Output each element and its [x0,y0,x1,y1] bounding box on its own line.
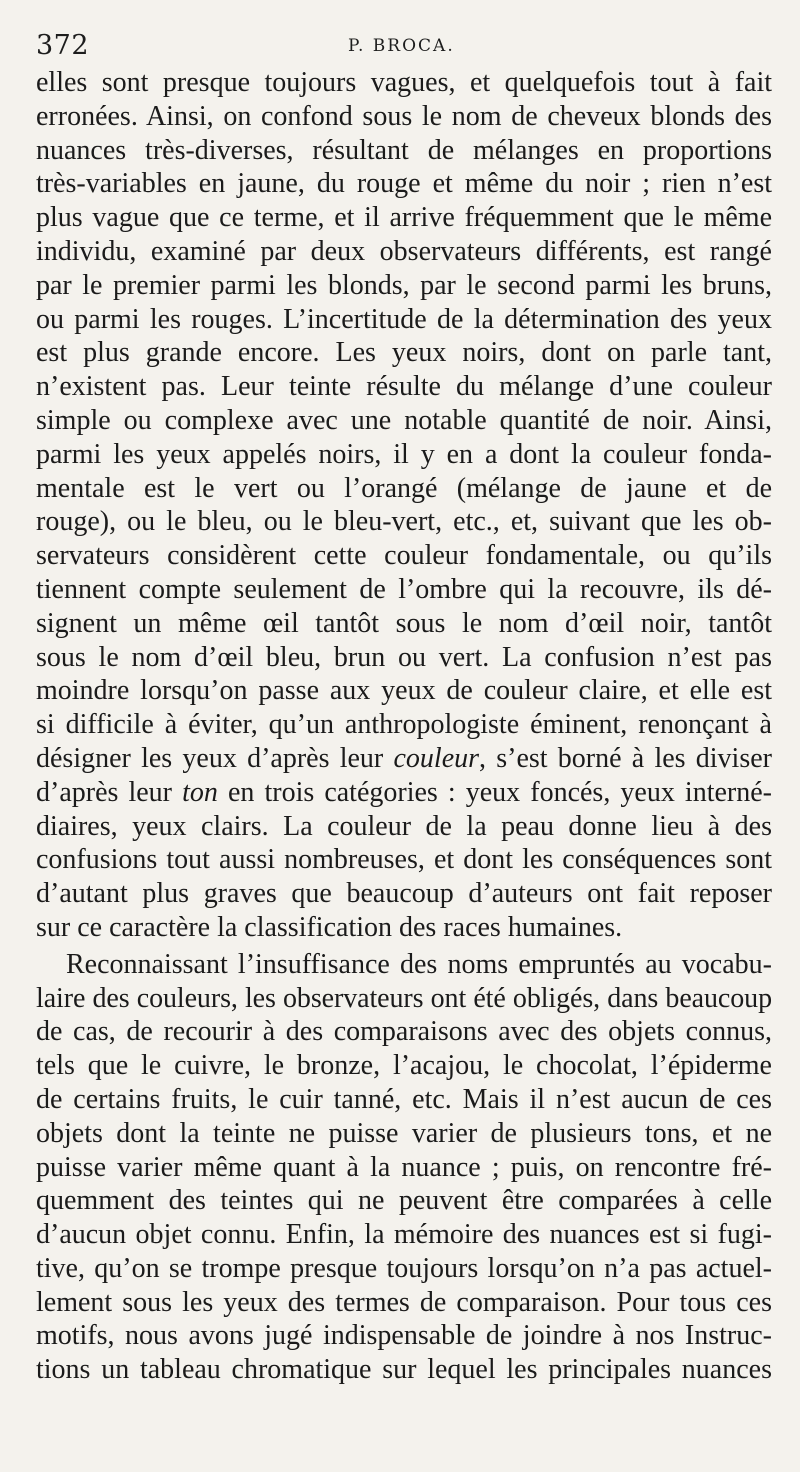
running-head: P. BROCA. [348,36,455,56]
text-line: motifs, nous avons jugé indispensable de joindre à nos Instruc- [36,1320,772,1352]
text-line: par le premier parmi les blonds, par le second parmi les bruns, [36,269,772,301]
text-line: sur ce caractère la classification des races humaines. [36,911,623,943]
text-line: diaires, yeux clairs. La couleur de la peau donne lieu à des [36,810,772,842]
text-line: signent un même œil tantôt sous le nom d’œil noir, tantôt [36,607,772,639]
text-line: elles sont presque toujours vagues, et quelquefois tout à fait [36,67,772,98]
body-text [36,66,772,1387]
text-line: tels que le cuivre, le bronze, l’acajou, le chocolat, l’épiderme [36,1050,772,1082]
text-fragment: désigner les yeux d’après leur [36,742,394,774]
italic-word: couleur [393,742,480,774]
text-line: quemment des teintes qui ne peuvent être comparées à celle [36,1185,772,1217]
text-line: d’aucun objet connu. Enfin, la mémoire des nuances est si fugi- [36,1219,772,1251]
text-line: parmi les yeux appelés noirs, il y en a dont la couleur fonda- [36,438,772,470]
text-line: objets dont la teinte ne puisse varier de plusieurs tons, et ne [36,1117,772,1149]
text-line: est plus grande encore. Les yeux noirs, dont on parle tant, [36,337,772,369]
text-line: puisse varier même quant à la nuance ; puis, on rencontre fré- [36,1151,772,1183]
paragraph-1 [36,66,772,945]
text-line: n’existent pas. Leur teinte résulte du mélange d’une couleur [36,371,772,403]
text-line: très-variables en jaune, du rouge et même du noir ; rien n’est [36,168,772,200]
text-line: plus vague que ce terme, et il arrive fréquemment que le même [36,202,772,234]
text-line: erronées. Ainsi, on confond sous le nom de cheveux blonds des [36,100,772,132]
text-line: si difficile à éviter, qu’un anthropologiste éminent, renonçant à [36,709,772,741]
text-fragment: , s’est borné à les diviser [479,742,772,774]
italic-word: ton [182,776,218,808]
text-line: simple ou complexe avec une notable quantité de noir. Ainsi, [36,404,772,436]
text-line: tiennent compte seulement de l’ombre qui la recouvre, ils dé- [36,573,772,605]
text-line: ou parmi les rouges. L’incertitude de la détermination des yeux [36,303,772,335]
text-line: servateurs considèrent cette couleur fondamentale, ou qu’ils [36,540,772,572]
text-line: nuances très-diverses, résultant de mélanges en proportions [36,134,772,166]
text-line: de cas, de recourir à des comparaisons avec des objets connus, [36,1016,772,1048]
text-line: individu, examiné par deux observateurs différents, est rangé [36,235,772,267]
page-header [34,22,774,72]
text-line: mentale est le vert ou l’orangé (mélange de jaune et de [36,472,772,504]
text-line [36,742,772,776]
text-line: Reconnaissant l’insuffisance des noms empruntés au vocabu- [66,948,772,980]
text-fragment: en trois catégories : yeux foncés, yeux interné- [217,776,772,808]
text-line [36,776,772,810]
text-line: de certains fruits, le cuir tanné, etc. Mais il n’est aucun de ces [36,1083,772,1115]
text-line: lement sous les yeux des termes de comparaison. Pour tous ces [36,1286,772,1318]
text-line: moindre lorsqu’on passe aux yeux de couleur claire, et elle est [36,675,772,707]
text-line: rouge), ou le bleu, ou le bleu-vert, etc., et, suivant que les ob- [36,506,772,538]
text-line: sous le nom d’œil bleu, brun ou vert. La confusion n’est pas [36,641,772,673]
page-number: 372 [36,30,90,61]
text-line: tive, qu’on se trompe presque toujours lorsqu’on n’a pas actuel- [36,1252,772,1284]
text-fragment: d’après leur [36,776,183,808]
paragraph-2 [36,948,772,1387]
text-line: laire des couleurs, les observateurs ont été obligés, dans beaucoup [36,982,772,1014]
text-line: tions un tableau chromatique sur lequel les principales nuances [36,1354,772,1386]
text-line: d’autant plus graves que beaucoup d’auteurs ont fait reposer [36,878,772,910]
text-line: confusions tout aussi nombreuses, et dont les conséquences sont [36,844,772,876]
